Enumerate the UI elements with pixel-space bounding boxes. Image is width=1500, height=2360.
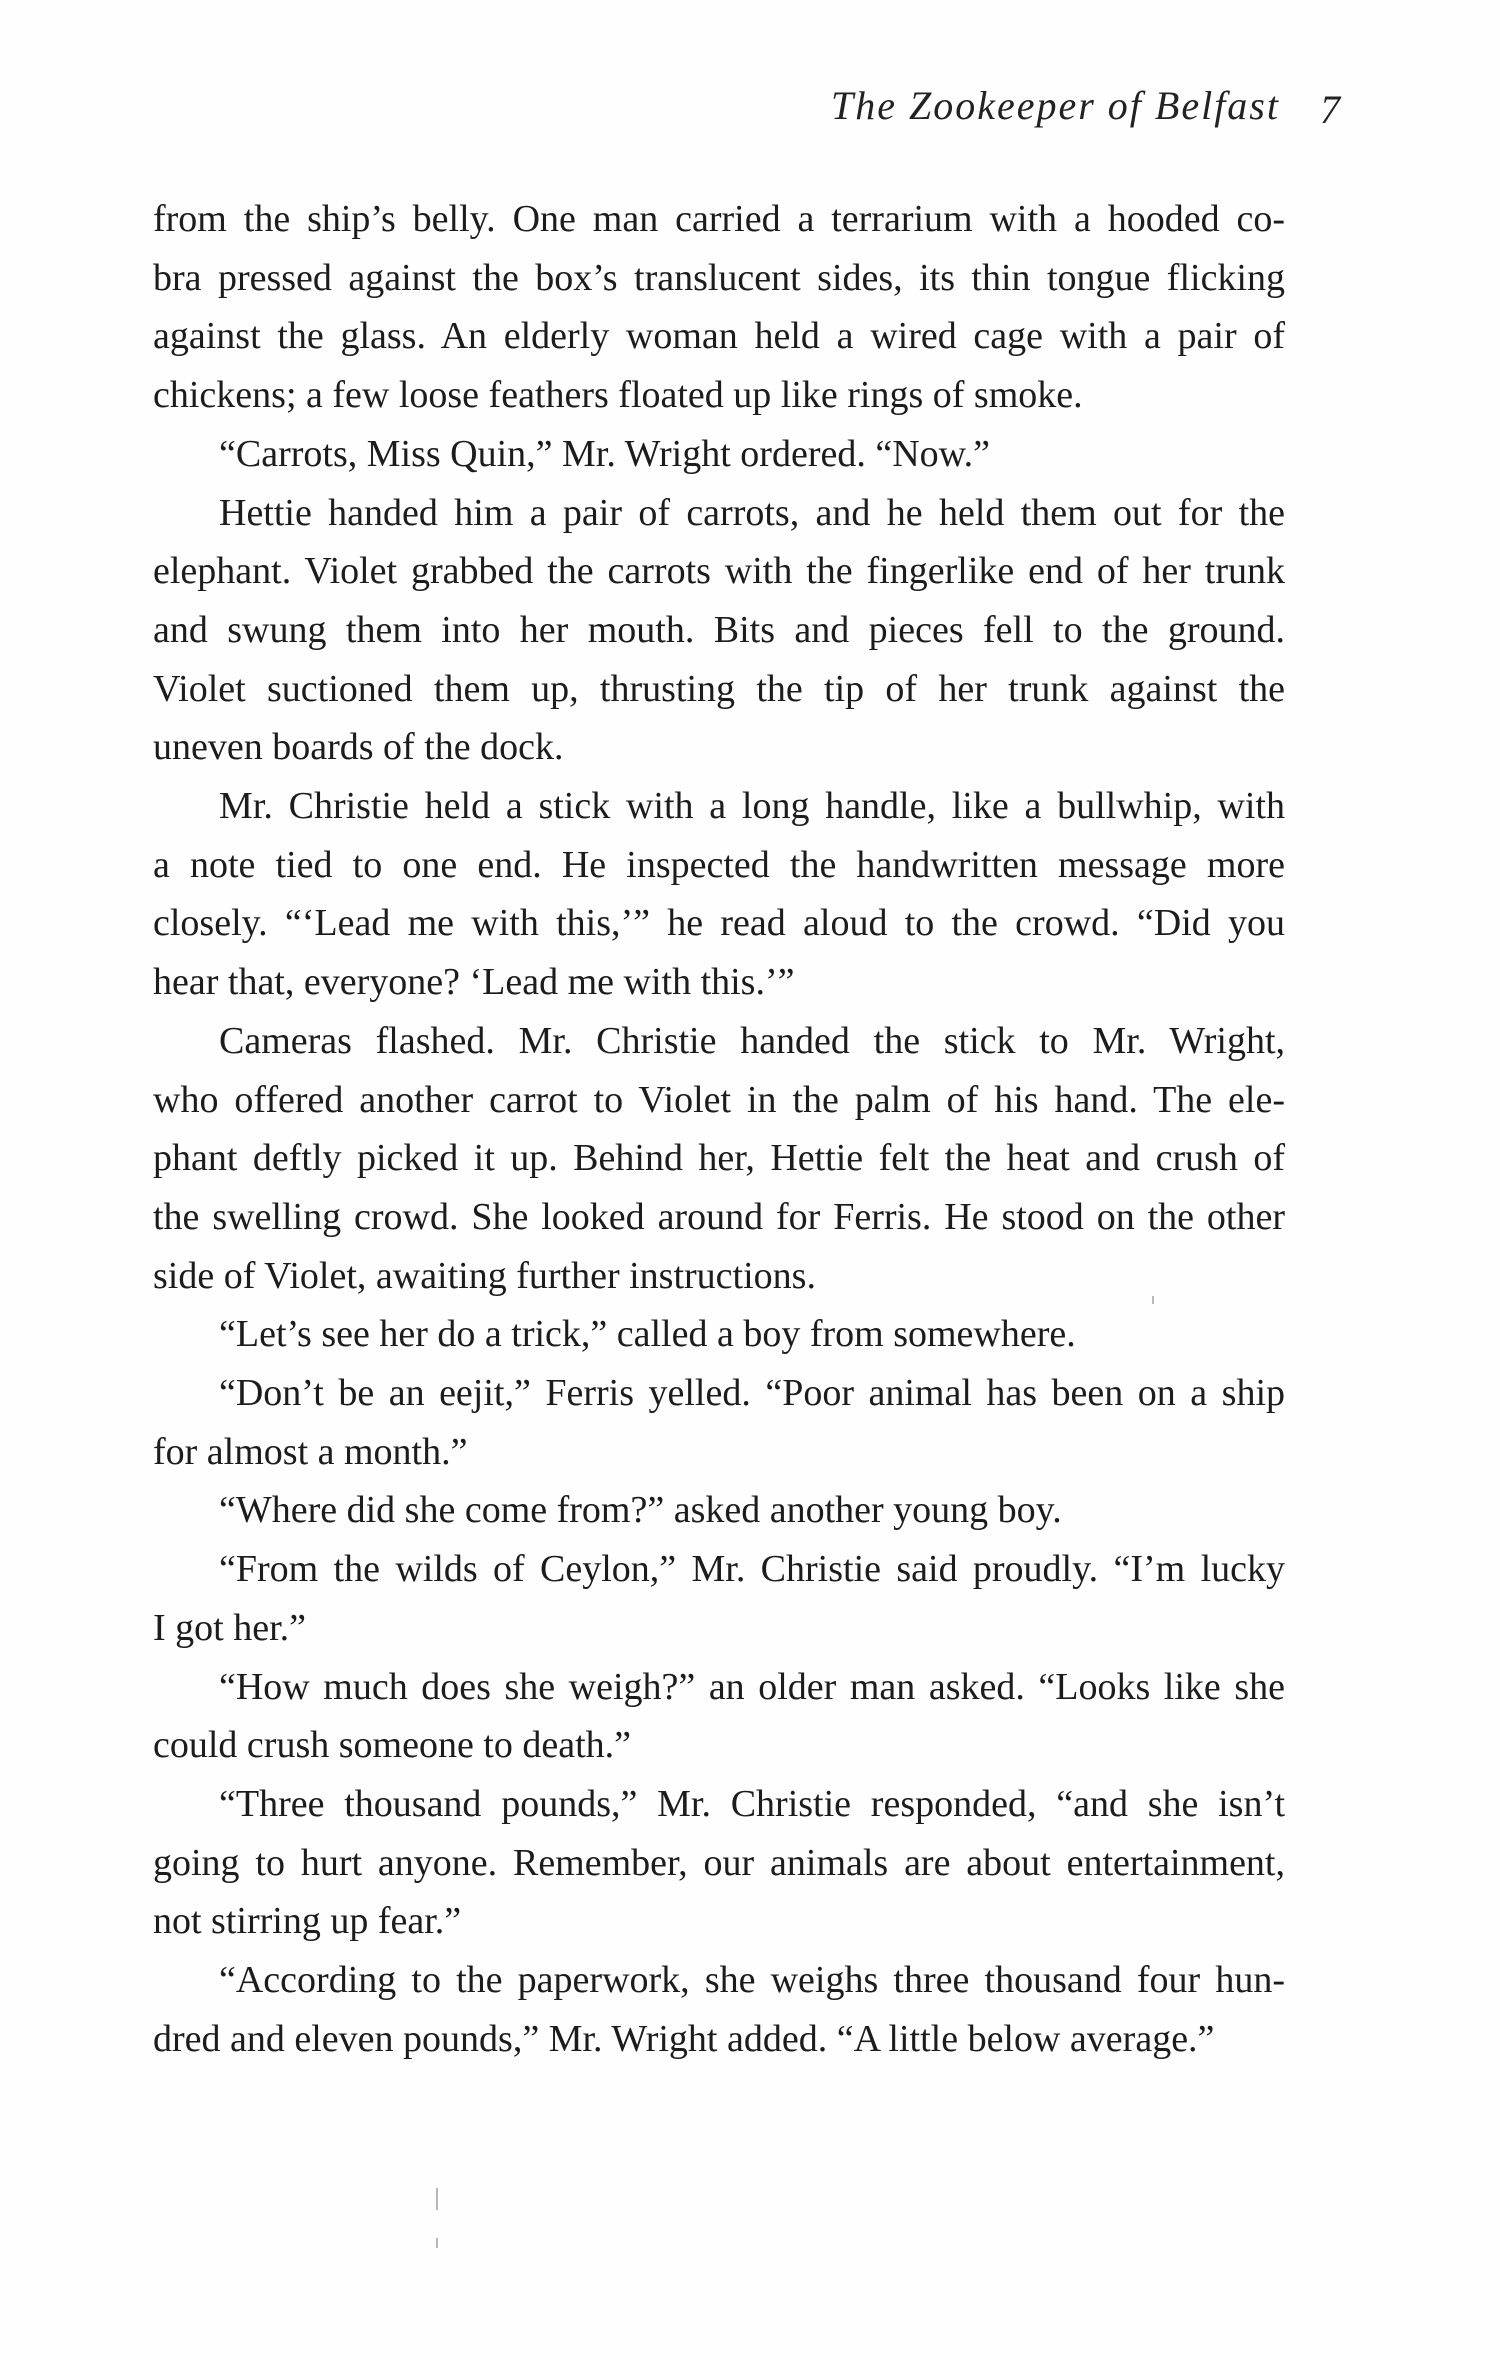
text-line: “According to the paperwork, she weighs three thousand four hun- [219,1959,1285,2002]
text-line: who offered another carrot to Violet in the palm of his hand. The ele- [153,1078,1285,1121]
text-line: hear that, everyone? ‘Lead me with this.’” [153,961,795,1004]
text-line: a note tied to one end. He inspected the handwritten message more [153,843,1285,886]
text-line: uneven boards of the dock. [153,726,564,769]
paragraph [153,1658,1285,1775]
text-line: phant deftly picked it up. Behind her, Hettie felt the heat and crush of [153,1137,1285,1180]
paragraph [153,1305,1285,1364]
text-line: Cameras flashed. Mr. Christie handed the stick to Mr. Wright, [219,1019,1285,1062]
text-line: “Three thousand pounds,” Mr. Christie responded, “and she isn’t [219,1782,1285,1825]
paragraph [153,190,1285,425]
text-line: “From the wilds of Ceylon,” Mr. Christie said proudly. “I’m lucky [219,1548,1285,1591]
paragraph [153,1951,1285,2068]
running-head-title: The Zookeeper of Belfast [830,83,1280,128]
text-line: bra pressed against the box’s translucent sides, its thin tongue flicking [153,256,1285,299]
paragraph [153,777,1285,1012]
paragraph [153,1364,1285,1481]
text-line: “Let’s see her do a trick,” called a boy from somewhere. [219,1313,1076,1356]
paragraph [153,1012,1285,1306]
paragraph [153,1775,1285,1951]
text-line: “Don’t be an eejit,” Ferris yelled. “Poor animal has been on a ship [219,1372,1285,1415]
text-line: Violet suctioned them up, thrusting the tip of her trunk against the [153,667,1285,710]
text-line: Hettie handed him a pair of carrots, and he held them out for the [219,491,1285,534]
text-line: dred and eleven pounds,” Mr. Wright added. “A little below average.” [153,2017,1215,2060]
text-line: “Where did she come from?” asked another young boy. [219,1489,1062,1532]
page-number-value: 7 [1320,87,1340,132]
paragraph [153,1481,1285,1540]
text-line: going to hurt anyone. Remember, our animals are about entertainment, [153,1841,1285,1884]
paragraph [153,484,1285,778]
paragraph [153,425,1285,484]
text-line: not stirring up fear.” [153,1900,462,1943]
text-line: and swung them into her mouth. Bits and pieces fell to the ground. [153,608,1285,651]
text-line: elephant. Violet grabbed the carrots with the fingerlike end of her trunk [153,550,1285,593]
text-line: closely. “‘Lead me with this,’” he read aloud to the crowd. “Did you [153,902,1285,945]
text-line: “How much does she weigh?” an older man asked. “Looks like she [219,1665,1285,1708]
scan-speck [1152,1296,1154,1304]
paragraph [153,1540,1285,1657]
text-line: the swelling crowd. She looked around for Ferris. He stood on the other [153,1195,1285,1238]
scan-speck [436,2188,438,2210]
text-line: I got her.” [153,1606,307,1649]
text-line: from the ship’s belly. One man carried a terrarium with a hooded co- [153,198,1285,240]
text-line: Mr. Christie held a stick with a long handle, like a bullwhip, with [219,785,1285,828]
text-line: chickens; a few loose feathers floated up like rings of smoke. [153,374,1083,417]
text-line: could crush someone to death.” [153,1724,632,1767]
text-line: against the glass. An elderly woman held a wired cage with a pair of [153,315,1285,358]
text-line: “Carrots, Miss Quin,” Mr. Wright ordered. “Now.” [219,432,990,475]
text-line: for almost a month.” [153,1430,468,1473]
body-text [153,190,1285,2069]
scan-speck [436,2238,438,2248]
text-line: side of Violet, awaiting further instructions. [153,1254,816,1297]
